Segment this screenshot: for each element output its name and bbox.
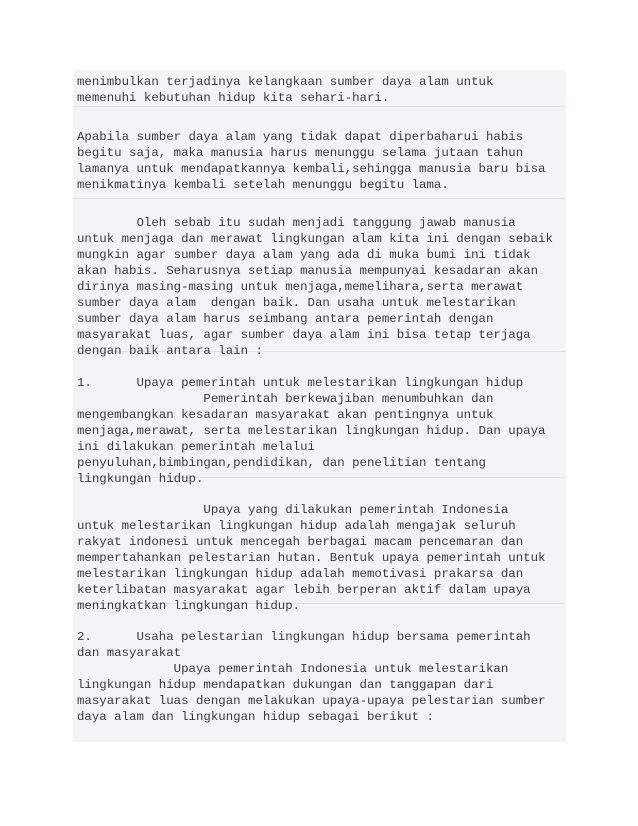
text-line: untuk menjaga dan merawat lingkungan alam kita ini dengan sebaik xyxy=(77,232,553,246)
paragraph-divider xyxy=(73,106,566,107)
text-line: masyarakat luas, agar sumber daya alam ini bisa tetap terjaga xyxy=(77,328,531,342)
text-line: sumber daya alam dengan baik. Dan usaha untuk melestarikan xyxy=(77,296,516,310)
text-line: daya alam dan lingkungan hidup sebagai berikut : xyxy=(77,710,434,724)
text-line: memenuhi kebutuhan hidup kita sehari-hari. xyxy=(77,91,390,105)
text-line: lingkungan hidup mendapatkan dukungan dan tanggapan dari xyxy=(77,678,494,692)
list-item-heading: 2. Usaha pelestarian lingkungan hidup bersama pemerintah xyxy=(77,630,531,644)
paragraph-divider xyxy=(73,198,566,199)
text-line: dirinya masing-masing untuk menjaga,memelihara,serta merawat xyxy=(77,280,524,294)
text-line: dan masyarakat xyxy=(77,646,182,660)
list-item-heading: 1. Upaya pemerintah untuk melestarikan lingkungan hidup xyxy=(77,376,524,390)
text-line: penyuluhan,bimbingan,pendidikan, dan penelitian tentang xyxy=(77,456,486,470)
text-line: masyarakat luas dengan melakukan upaya-upaya pelestarian sumber xyxy=(77,694,546,708)
text-line: Oleh sebab itu sudah menjadi tanggung jawab manusia xyxy=(77,216,516,230)
text-line: dengan baik antara lain : xyxy=(77,344,263,358)
text-line: akan habis. Seharusnya setiap manusia mempunyai kesadaran akan xyxy=(77,264,539,278)
text-line: Upaya pemerintah Indonesia untuk melestarikan xyxy=(77,662,509,676)
text-line: meningkatkan lingkungan hidup. xyxy=(77,599,301,613)
text-line: Apabila sumber daya alam yang tidak dapat diperbaharui habis xyxy=(77,130,524,144)
text-line: menjaga,merawat, serta melestarikan lingkungan hidup. Dan upaya xyxy=(77,424,546,438)
text-line: keterlibatan masyarakat agar lebih berperan aktif dalam upaya xyxy=(77,583,531,597)
text-line: begitu saja, maka manusia harus menunggu selama jutaan tahun xyxy=(77,146,524,160)
text-line: ini dilakukan pemerintah melalui xyxy=(77,440,315,454)
text-line: untuk melestarikan lingkungan hidup adalah mengajak seluruh xyxy=(77,519,516,533)
text-line: rakyat indonesi untuk mencegah berbagai macam pencemaran dan xyxy=(77,535,524,549)
text-line: lingkungan hidup. xyxy=(77,472,204,486)
text-line: Upaya yang dilakukan pemerintah Indonesia xyxy=(77,503,509,517)
text-line: menimbulkan terjadinya kelangkaan sumber daya alam untuk xyxy=(77,75,494,89)
text-line: menikmatinya kembali setelah menunggu begitu lama. xyxy=(77,178,449,192)
text-line: melestarikan lingkungan hidup adalah memotivasi prakarsa dan xyxy=(77,567,524,581)
text-line: mungkin agar sumber daya alam yang ada di muka bumi ini tidak xyxy=(77,248,531,262)
text-line: mengembangkan kesadaran masyarakat akan pentingnya untuk xyxy=(77,408,494,422)
text-line: sumber daya alam harus seimbang antara pemerintah dengan xyxy=(77,312,494,326)
text-line: Pemerintah berkewajiban menumbuhkan dan xyxy=(77,392,494,406)
text-line: lamanya untuk mendapatkannya kembali,sehingga manusia baru bisa xyxy=(77,162,546,176)
text-line: mempertahankan pelestarian hutan. Bentuk upaya pemerintah untuk xyxy=(77,551,546,565)
